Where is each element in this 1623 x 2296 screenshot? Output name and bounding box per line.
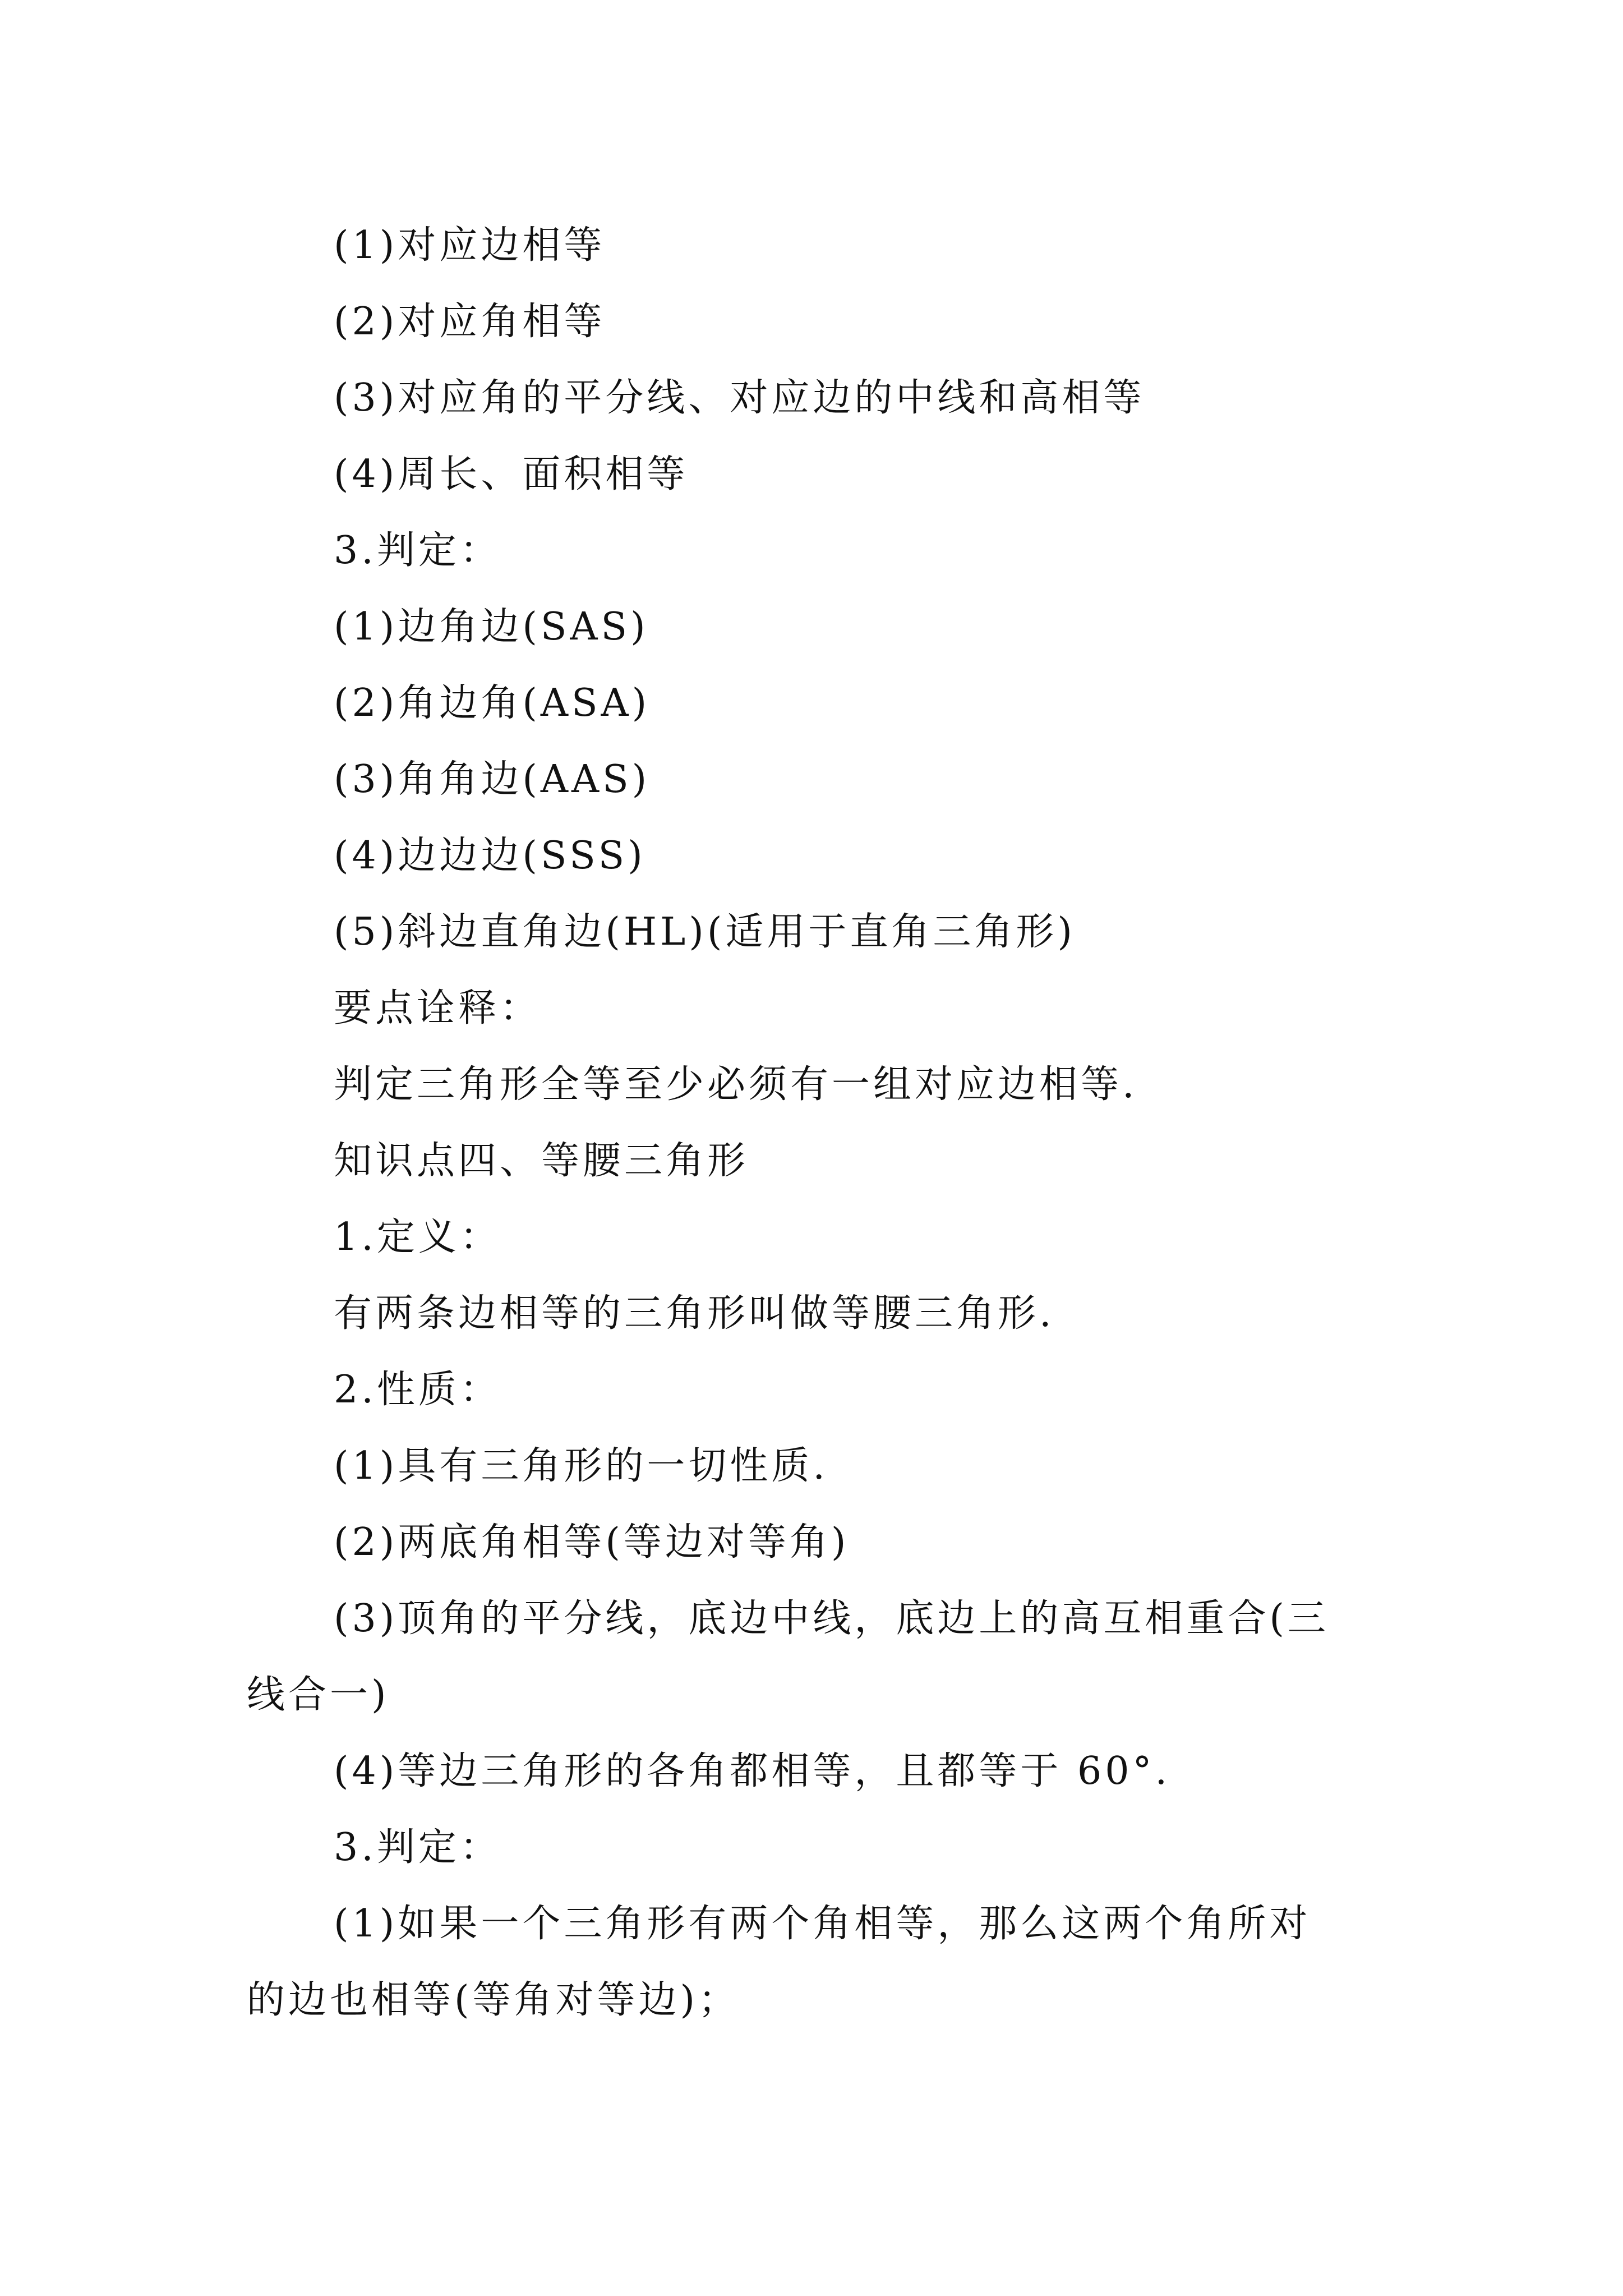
text-line: (4)周长、面积相等: [334, 452, 689, 496]
text-line-continuation: 的边也相等(等角对等边)；: [247, 1978, 740, 2022]
section-heading: 1.定义：: [334, 1215, 501, 1259]
section-heading: 要点诠释：: [334, 986, 542, 1030]
section-heading: 3.判定：: [334, 528, 501, 573]
text-line: (3)角角边(AAS): [334, 757, 651, 802]
text-line: (1)边角边(SAS): [334, 605, 649, 649]
text-line: (3)顶角的平分线，底边中线，底边上的高互相重合(三: [334, 1596, 1329, 1641]
text-line: 有两条边相等的三角形叫做等腰三角形.: [334, 1291, 1055, 1336]
section-heading: 知识点四、等腰三角形: [334, 1139, 749, 1183]
section-heading: 3.判定：: [334, 1825, 501, 1870]
text-line: 判定三角形全等至少必须有一组对应边相等.: [334, 1062, 1138, 1107]
text-line: (2)两底角相等(等边对等角): [334, 1520, 850, 1565]
text-line: (4)边边边(SSS): [334, 834, 646, 878]
text-line-continuation: 线合一): [247, 1673, 390, 1717]
text-line: (2)角边角(ASA): [334, 681, 651, 725]
document-body: [247, 208, 1391, 2039]
text-line: (4)等边三角形的各角都相等，且都等于 60°.: [334, 1749, 1171, 1793]
text-line: (5)斜边直角边(HL)(适用于直角三角形): [334, 910, 1076, 954]
text-line: (3)对应角的平分线、对应边的中线和高相等: [334, 376, 1145, 420]
section-heading: 2.性质：: [334, 1368, 501, 1412]
text-line: (1)具有三角形的一切性质.: [334, 1444, 828, 1488]
text-line: (2)对应角相等: [334, 300, 606, 344]
text-line: (1)如果一个三角形有两个角相等，那么这两个角所对: [334, 1902, 1311, 1946]
text-line: (1)对应边相等: [334, 223, 606, 268]
